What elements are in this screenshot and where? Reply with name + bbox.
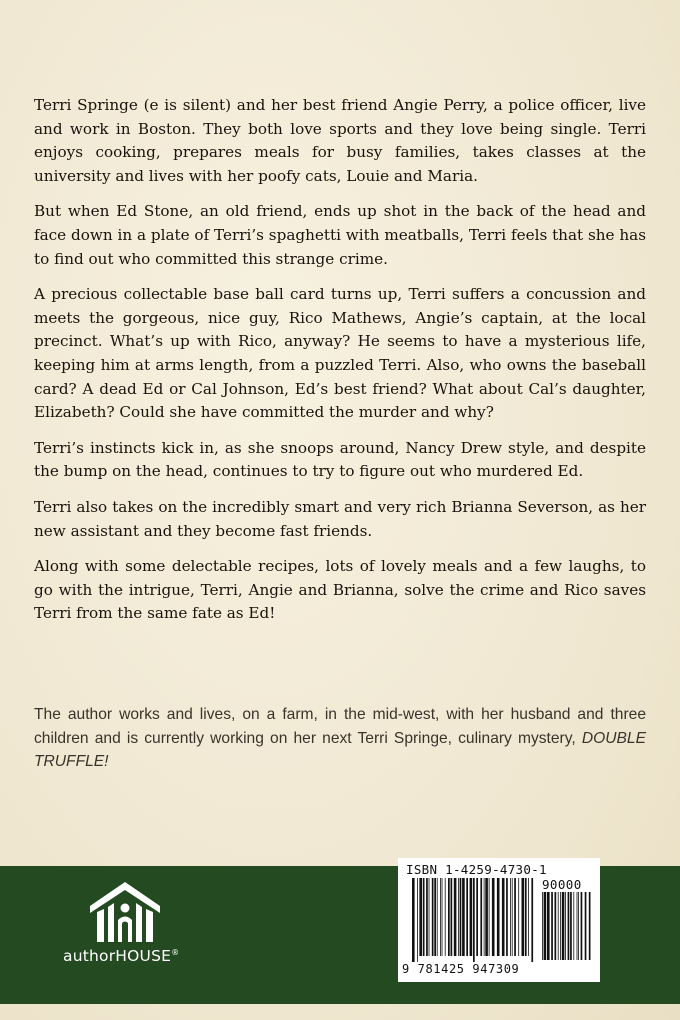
blurb-paragraph-5: Terri also takes on the incredibly smart and very rich Brianna Severson, as her new assistant and they become fast friends. [34, 497, 646, 540]
price-code: 90000 [542, 877, 582, 892]
isbn-barcode [398, 858, 600, 982]
blurb-paragraph-6: Along with some delectable recipes, lots of lovely meals and a few laughs, to go with the intrigue, Terri, Angie and Brianna, solve the crime and Rico saves Terri from the same fate as Ed! [34, 557, 646, 623]
ean-barcode-bars [412, 878, 534, 962]
book-blurb [34, 94, 646, 638]
blurb-paragraph-2: But when Ed Stone, an old friend, ends up shot in the back of the head and face down in a plate of Terri’s spaghetti with meatballs, Terri feels that she has to find out who committed this strange crime. [34, 202, 646, 268]
author-bio-text: The author works and lives, on a farm, in the mid-west, with her husband and three children and is currently working on her next Terri Springe, culinary mystery, [34, 706, 646, 747]
author-bio [34, 703, 646, 774]
addon-barcode-bars [542, 892, 592, 966]
house-book-icon [88, 880, 162, 944]
publisher-name: authorHOUSE® [63, 947, 180, 965]
isbn-label: ISBN 1-4259-4730-1 [406, 862, 547, 877]
next-book-title: DOUBLE TRUFFLE! [34, 729, 646, 770]
blurb-paragraph-3: A precious collectable base ball card turns up, Terri suffers a concussion and meets the gorgeous, nice guy, Rico Mathews, Angie’s captain, at the local precinct. What’s up with Rico, anyway? He seems to have a mysterious life, keeping him at arms length, from a puzzled Terri. Also, who owns the baseball card? A dead Ed or Cal Johnson, Ed’s best friend? What about Cal’s daughter, Elizabeth? Could she have committed the murder and why? [34, 285, 646, 422]
blurb-paragraph-1: Terri Springe (e is silent) and her best friend Angie Perry, a police officer, live and work in Boston. They both love sports and they love being single. Terri enjoys cooking, prepares meals for busy families, takes classes at the university and lives with her poofy cats, Louie and Maria. [34, 96, 646, 185]
ean-digits: 9 781425 947309 [402, 962, 520, 976]
blurb-paragraph-4: Terri’s instincts kick in, as she snoops around, Nancy Drew style, and despite the bump on the head, continues to try to figure out who murdered Ed. [34, 438, 646, 481]
publisher-logo [63, 880, 203, 980]
